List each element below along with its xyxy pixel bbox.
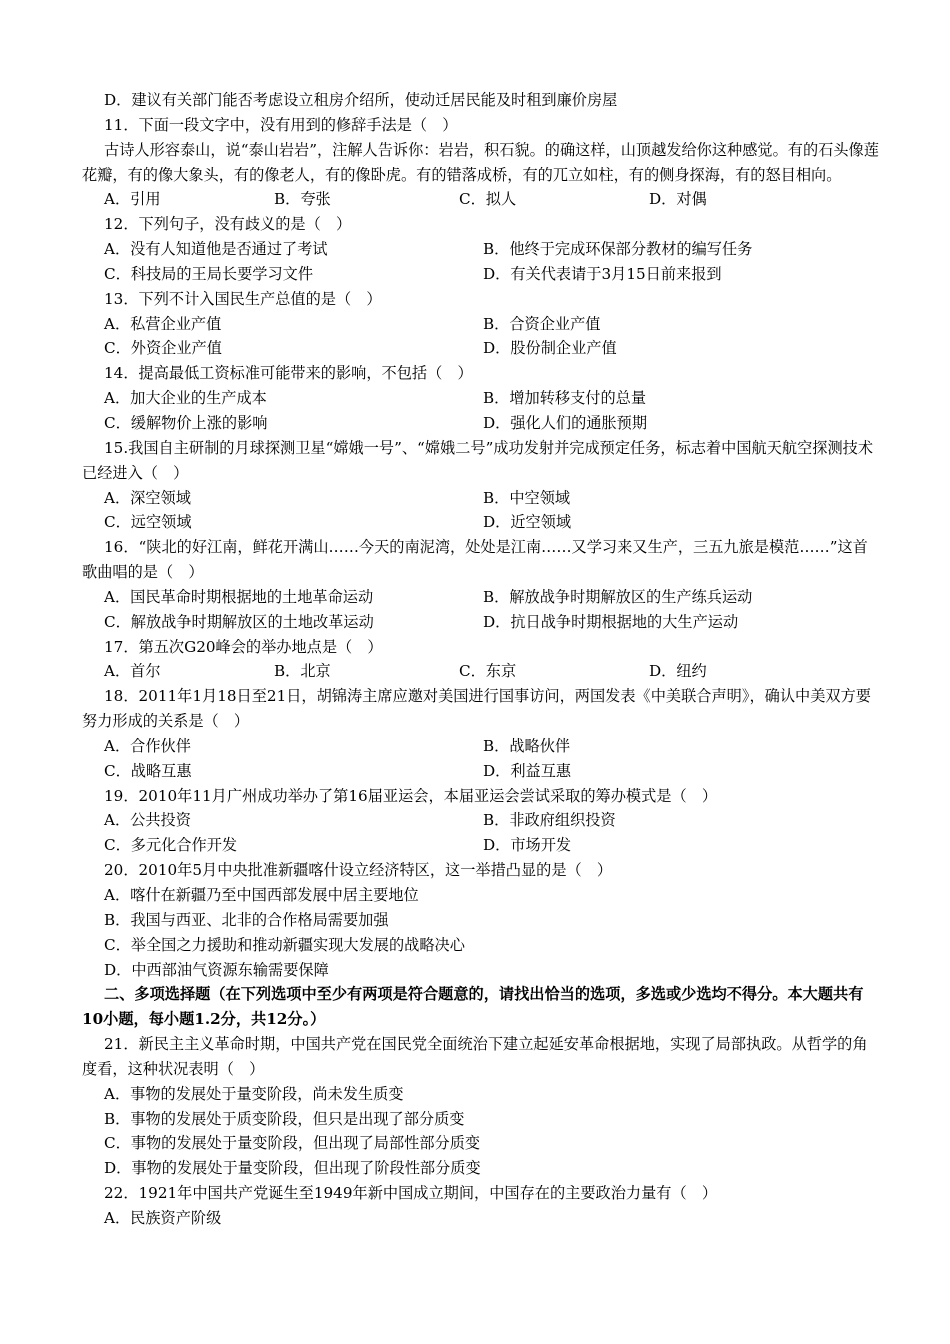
options-18-ab: [82, 734, 882, 759]
question-18: 18．2011年1月18日至21日，胡锦涛主席应邀对美国进行国事访问，两国发表《中美联合声明》，确认中美双方要努力形成的关系是（ ）: [82, 687, 871, 731]
option-d: D．抗日战争时期根据地的大生产运动: [483, 612, 739, 631]
option-c: C．缓解物价上涨的影响: [104, 413, 268, 432]
option-c: C．远空领域: [104, 513, 192, 532]
option-d: D．纽约: [649, 662, 707, 681]
option-d: D．事物的发展处于量变阶段，但出现了阶段性部分质变: [104, 1159, 481, 1178]
options-12-ab: [82, 237, 882, 262]
exam-page: [82, 88, 882, 1231]
option-c: C．举全国之力援助和推动新疆实现大发展的战略决心: [104, 935, 465, 954]
option-d: D．近空领域: [483, 513, 572, 532]
option-a: A．国民革命时期根据地的土地革命运动: [104, 587, 374, 606]
option-a: A．引用: [104, 190, 161, 209]
option-b: B．北京: [274, 662, 331, 681]
option-a: A．民族资产阶级: [104, 1208, 222, 1227]
option-c: C．解放战争时期解放区的土地改革运动: [104, 612, 374, 631]
option-d: D．利益互惠: [483, 761, 572, 780]
question-17: 17．第五次G20峰会的举办地点是（ ）: [104, 637, 383, 656]
options-18-cd: [82, 759, 882, 784]
options-16-cd: [82, 610, 882, 635]
option-d: D．有关代表请于3月15日前来报到: [483, 264, 722, 283]
option-a: A．加大企业的生产成本: [104, 389, 267, 408]
option-a: A．私营企业产值: [104, 314, 222, 333]
question-21: 21．新民主主义革命时期，中国共产党在国民党全面统治下建立起延安革命根据地，实现了局部执政。从哲学的角度看，这种状况表明（ ）: [82, 1035, 868, 1078]
option-b: B．非政府组织投资: [483, 811, 616, 830]
option-d: D．强化人们的通胀预期: [483, 413, 648, 432]
option-line: D．建议有关部门能否考虑设立租房介绍所，使动迁居民能及时租到廉价房屋: [104, 91, 618, 109]
option-a: A．没有人知道他是否通过了考试: [104, 240, 328, 259]
question-22: 22．1921年中国共产党诞生至1949年新中国成立期间，中国存在的主要政治力量有（ ）: [104, 1184, 718, 1203]
options-13-ab: [82, 312, 882, 337]
option-c: C．多元化合作开发: [104, 836, 238, 855]
option-b: B．夸张: [274, 190, 331, 209]
option-b: B．解放战争时期解放区的生产练兵运动: [483, 587, 753, 606]
question-12: 12．下列句子，没有歧义的是（ ）: [104, 215, 352, 234]
question-20: 20．2010年5月中央批准新疆喀什设立经济特区，这一举措凸显的是（ ）: [104, 861, 613, 880]
question-14: 14．提高最低工资标准可能带来的影响，不包括（ ）: [104, 364, 473, 383]
option-a: A．首尔: [104, 662, 161, 681]
option-a: A．喀什在新疆乃至中国西部发展中居主要地位: [104, 886, 419, 904]
option-c: C．战略互惠: [104, 761, 192, 780]
option-b: B．战略伙伴: [483, 736, 571, 755]
question-11: 11．下面一段文字中，没有用到的修辞手法是（ ）: [104, 115, 458, 134]
options-19-cd: [82, 833, 882, 858]
option-a: A．合作伙伴: [104, 736, 191, 755]
options-16-ab: [82, 585, 882, 610]
options-14-ab: [82, 386, 882, 411]
option-c: C．事物的发展处于量变阶段，但出现了局部性部分质变: [104, 1134, 481, 1153]
option-a: A．事物的发展处于量变阶段，尚未发生质变: [104, 1084, 404, 1103]
options-17: [82, 659, 882, 684]
option-b: B．他终于完成环保部分教材的编写任务: [483, 240, 753, 259]
option-d: D．股份制企业产值: [483, 339, 617, 358]
option-c: C．拟人: [459, 190, 517, 209]
options-19-ab: [82, 808, 882, 833]
question-19: 19．2010年11月广州成功举办了第16届亚运会，本届亚运会尝试采取的筹办模式是（ ）: [104, 786, 718, 805]
option-a: A．公共投资: [104, 811, 191, 830]
option-b: B．增加转移支付的总量: [483, 389, 647, 408]
options-15-cd: [82, 510, 882, 535]
option-c: C．东京: [459, 662, 517, 681]
option-b: B．我国与西亚、北非的合作格局需要加强: [104, 910, 389, 929]
options-11: [82, 187, 882, 212]
option-a: A．深空领域: [104, 488, 191, 507]
question-16: 16．“陕北的好江南，鲜花开满山……今天的南泥湾，处处是江南……又学习来又生产，三五九旅是模范……”这首歌曲唱的是（ ）: [82, 538, 868, 582]
question-15: 15.我国自主研制的月球探测卫星“嫦娥一号”、“嫦娥二号”成功发射并完成预定任务，标志着中国航天航空探测技术已经进入（ ）: [82, 438, 874, 482]
option-d: D．市场开发: [483, 836, 572, 855]
option-c: C．科技局的王局长要学习文件: [104, 264, 314, 283]
option-b: B．合资企业产值: [483, 314, 601, 333]
question-13: 13．下列不计入国民生产总值的是（ ）: [104, 289, 382, 308]
section-heading: 二、多项选择题（在下列选项中至少有两项是符合题意的，请找出恰当的选项，多选或少选均不得分。本大题共有10小题，每小题1.2分，共12分。）: [82, 985, 864, 1029]
option-d: D．中西部油气资源东输需要保障: [104, 960, 329, 979]
option-b: B．事物的发展处于质变阶段，但只是出现了部分质变: [104, 1109, 465, 1128]
options-14-cd: [82, 411, 882, 436]
option-d: D．对偶: [649, 190, 707, 209]
option-b: B．中空领域: [483, 488, 571, 507]
options-12-cd: [82, 262, 882, 287]
option-c: C．外资企业产值: [104, 339, 222, 358]
passage-11: 古诗人形容泰山，说“泰山岩岩”，注解人告诉你：岩岩，积石貌。的确这样，山顶越发给你这种感觉。有的石头像莲花瓣，有的像大象头，有的像老人，有的像卧虎。有的错落成桥，有的兀立如柱，有的侧身探海，有的怒目相向。: [82, 140, 879, 184]
options-15-ab: [82, 486, 882, 511]
options-13-cd: [82, 336, 882, 361]
